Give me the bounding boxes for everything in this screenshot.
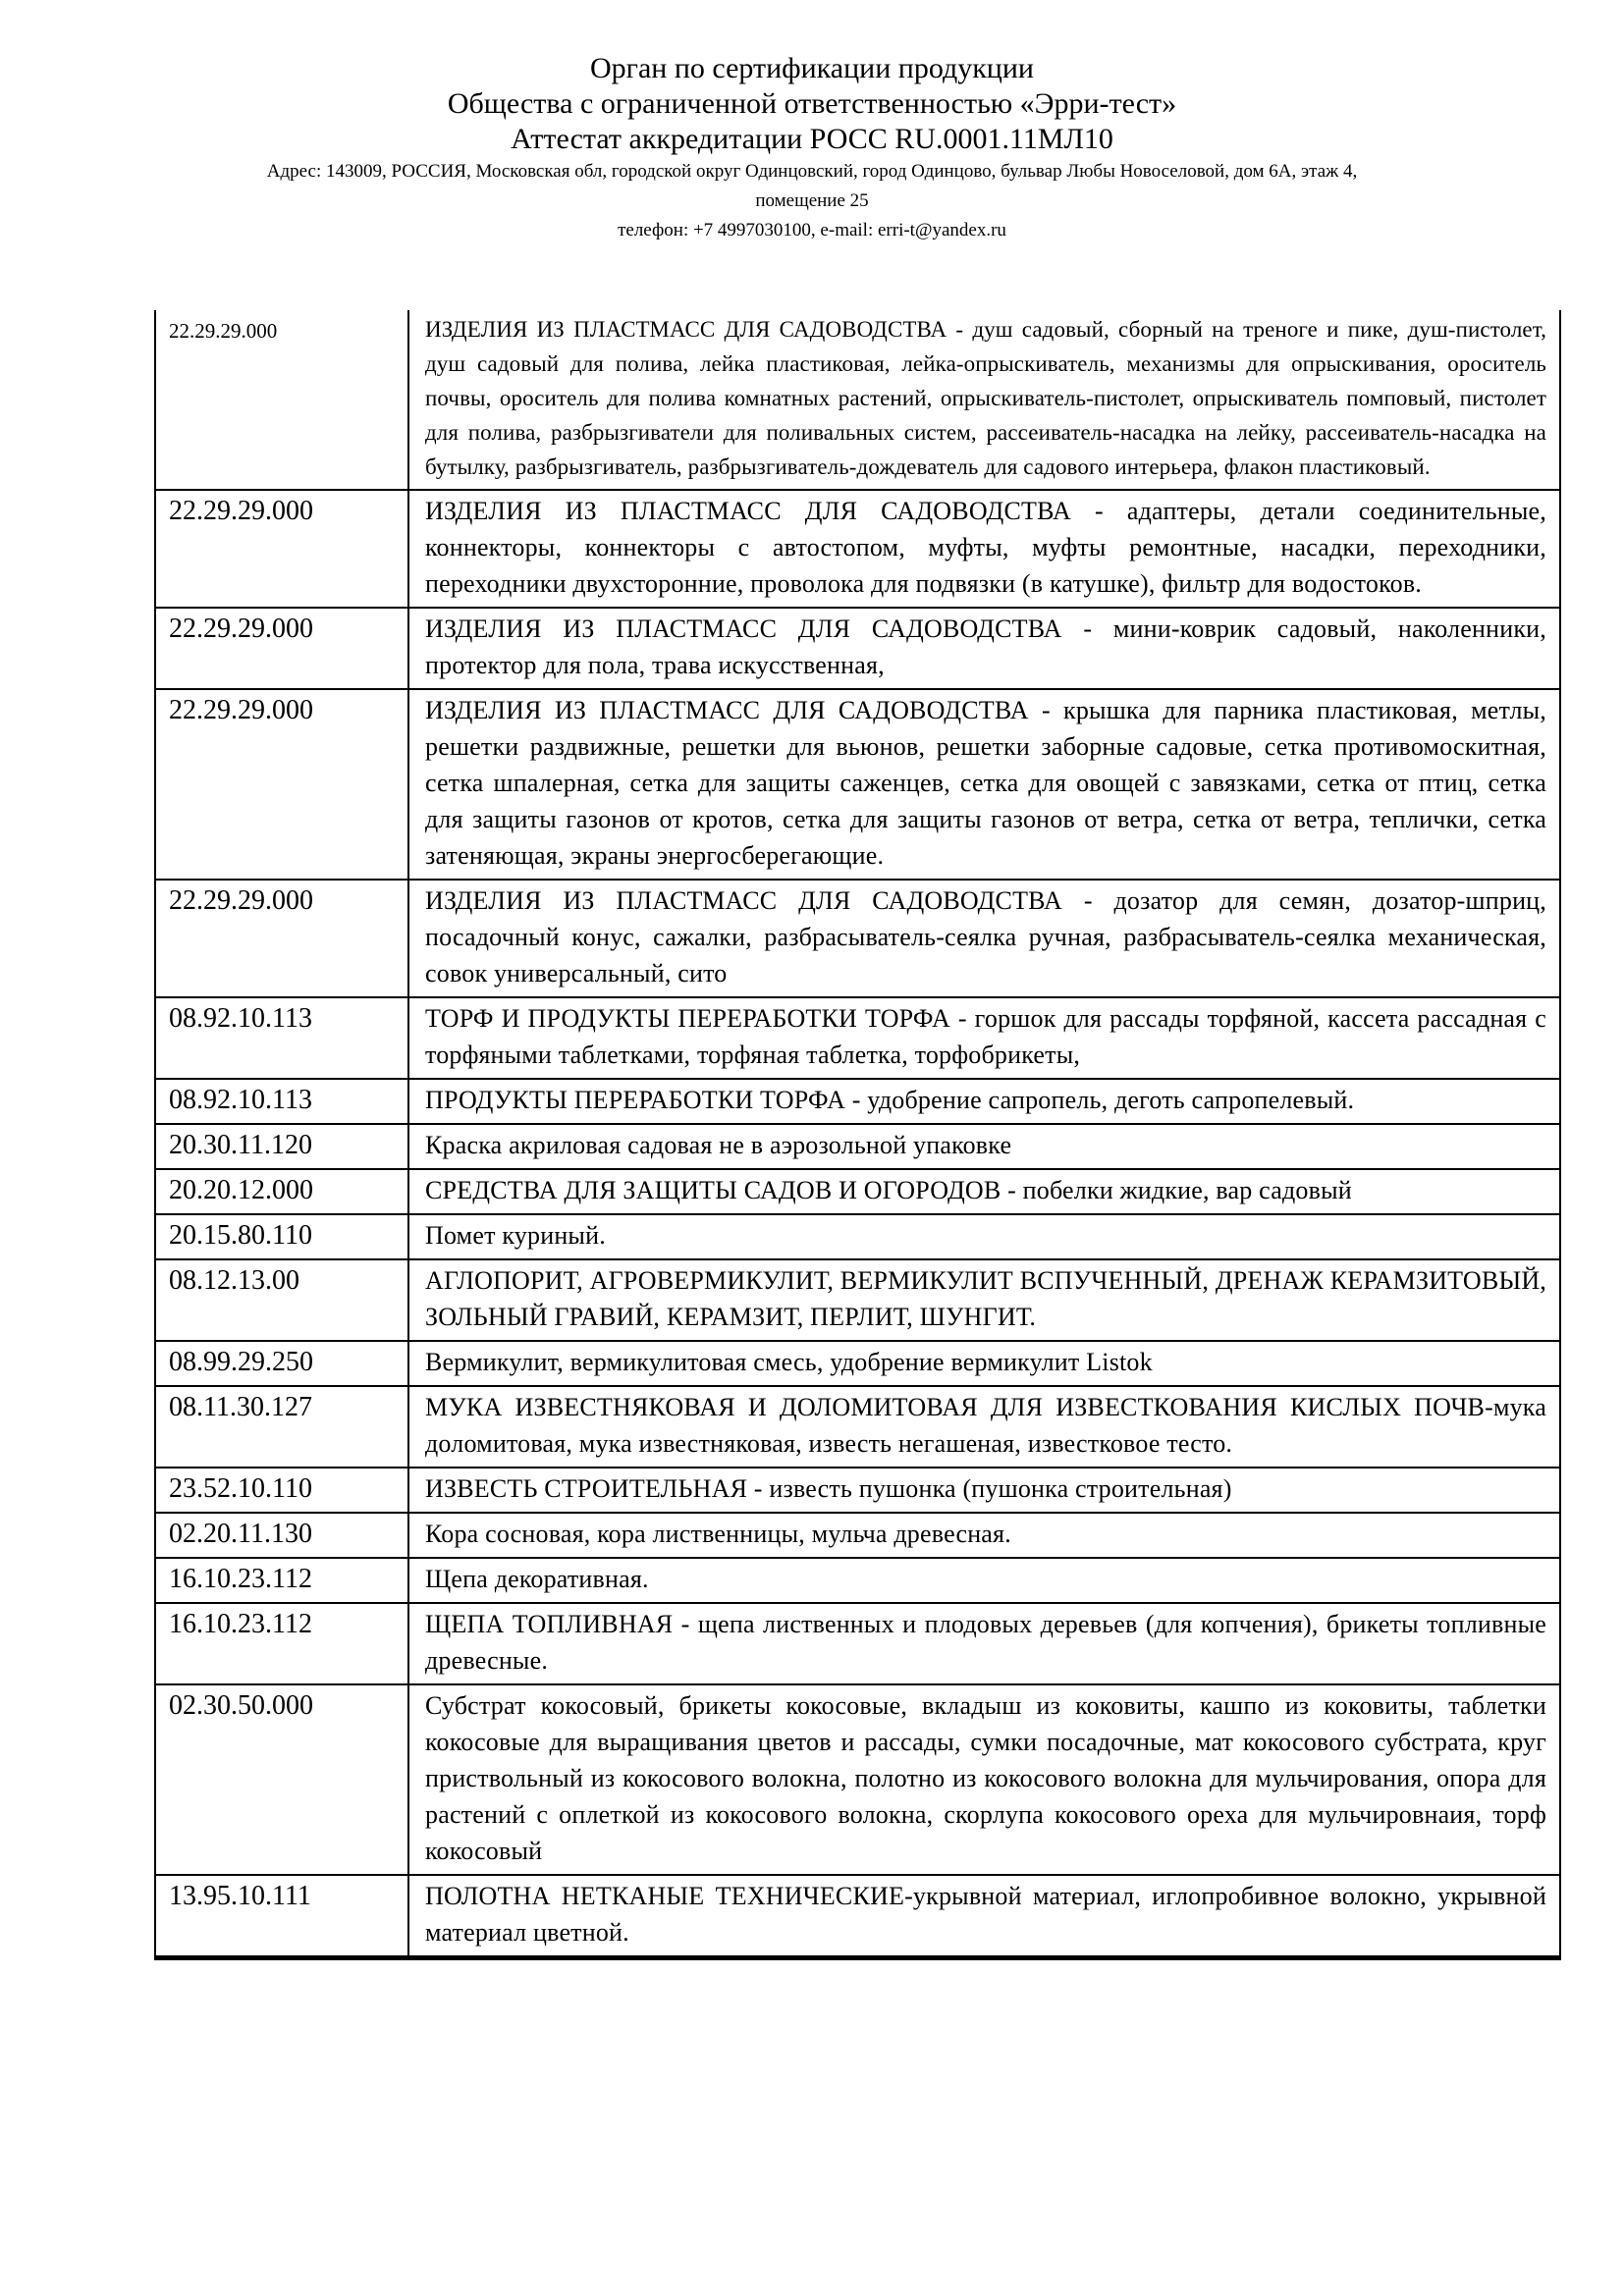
table-row [155,310,1560,490]
product-code-cell: 22.29.29.000 [155,880,408,997]
table-row [155,1558,1560,1603]
product-code-cell: 22.29.29.000 [155,689,408,880]
product-code-cell: 13.95.10.111 [155,1875,408,1958]
header-address-line2: помещение 25 [755,190,869,211]
product-description-cell: ТОРФ И ПРОДУКТЫ ПЕРЕРАБОТКИ ТОРФА - горшок для рассады торфяной, кассета рассадная с торфяными таблетками, торфяная таблетка, торфобрикеты, [408,997,1560,1079]
product-code-cell: 08.12.13.00 [155,1259,408,1341]
product-code-cell: 22.29.29.000 [155,490,408,608]
product-code-cell: 08.99.29.250 [155,1341,408,1386]
product-description-cell: Вермикулит, вермикулитовая смесь, удобрение вермикулит Listok [408,1341,1560,1386]
product-code-cell: 16.10.23.112 [155,1603,408,1684]
table-row [155,1468,1560,1513]
table-row [155,1684,1560,1875]
products-table-body [155,310,1560,1958]
products-table [154,310,1561,1960]
document-header [0,0,1624,245]
product-code-cell: 20.30.11.120 [155,1124,408,1169]
header-contacts: телефон: +7 4997030100, e-mail: erri-t@yandex.ru [618,220,1006,240]
header-accreditation: Аттестат аккредитации РОСС RU.0001.11МЛ10 [511,123,1113,155]
product-code-cell: 22.29.29.000 [155,310,408,490]
table-row [155,1124,1560,1169]
product-code-cell: 16.10.23.112 [155,1558,408,1603]
header-address-line1: Адрес: 143009, РОССИЯ, Московская обл, городской округ Одинцовский, город Одинцово, бульвар Любы Новоселовой, дом 6А, этаж 4, [266,161,1358,182]
product-description-cell: Краска акриловая садовая не в аэрозольной упаковке [408,1124,1560,1169]
product-description-cell: АГЛОПОРИТ, АГРОВЕРМИКУЛИТ, ВЕРМИКУЛИТ ВСПУЧЕННЫЙ, ДРЕНАЖ КЕРАМЗИТОВЫЙ, ЗОЛЬНЫЙ ГРАВИЙ, КЕРАМЗИТ, ПЕРЛИТ, ШУНГИТ. [408,1259,1560,1341]
table-row [155,608,1560,689]
product-description-cell: ИЗВЕСТЬ СТРОИТЕЛЬНАЯ - известь пушонка (пушонка строительная) [408,1468,1560,1513]
table-row [155,689,1560,880]
product-description-cell: ИЗДЕЛИЯ ИЗ ПЛАСТМАСС ДЛЯ САДОВОДСТВА - мини-коврик садовый, наколенники, протектор для пола, трава искусственная, [408,608,1560,689]
table-row [155,1259,1560,1341]
product-description-cell: ИЗДЕЛИЯ ИЗ ПЛАСТМАСС ДЛЯ САДОВОДСТВА - крышка для парника пластиковая, метлы, решетки раздвижные, решетки для вьюнов, решетки заборные садовые, сетка противомоскитная, сетка шпалерная, сетка для защиты саженцев, сетка для овощей с завязками, сетка от птиц, сетка для защиты газонов от кротов, сетка для защиты газонов от ветра, сетка от ветра, теплички, сетка затеняющая, экраны энергосберегающие. [408,689,1560,880]
product-description-cell: Субстрат кокосовый, брикеты кокосовые, вкладыш из коковиты, кашпо из коковиты, таблетки кокосовые для выращивания цветов и рассады, сумки посадочные, мат кокосового субстрата, круг приствольный из кокосового волокна, полотно из кокосового волокна для мульчирования, опора для растений с оплеткой из кокосового волокна, скорлупа кокосового ореха для мульчировнаия, торф кокосовый [408,1684,1560,1875]
product-description-cell: ПОЛОТНА НЕТКАНЫЕ ТЕХНИЧЕСКИЕ-укрывной материал, иглопробивное волокно, укрывной материал цветной. [408,1875,1560,1958]
product-description-cell: ИЗДЕЛИЯ ИЗ ПЛАСТМАСС ДЛЯ САДОВОДСТВА - адаптеры, детали соединительные, коннекторы, коннекторы с автостопом, муфты, муфты ремонтные, насадки, переходники, переходники двухсторонние, проволока для подвязки (в катушке), фильтр для водостоков. [408,490,1560,608]
product-code-cell: 02.20.11.130 [155,1513,408,1558]
product-code-cell: 20.15.80.110 [155,1214,408,1259]
product-code-cell: 08.11.30.127 [155,1386,408,1468]
table-row [155,1169,1560,1214]
product-code-cell: 08.92.10.113 [155,1079,408,1124]
product-description-cell: ИЗДЕЛИЯ ИЗ ПЛАСТМАСС ДЛЯ САДОВОДСТВА - дозатор для семян, дозатор-шприц, посадочный конус, сажалки, разбрасыватель-сеялка ручная, разбрасыватель-сеялка механическая, совок универсальный, сито [408,880,1560,997]
product-description-cell: МУКА ИЗВЕСТНЯКОВАЯ И ДОЛОМИТОВАЯ ДЛЯ ИЗВЕСТКОВАНИЯ КИСЛЫХ ПОЧВ-мука доломитовая, мука известняковая, известь негашеная, известковое тесто. [408,1386,1560,1468]
product-description-cell: Кора сосновая, кора лиственницы, мульча древесная. [408,1513,1560,1558]
product-description-cell: Щепа декоративная. [408,1558,1560,1603]
product-description-cell: ИЗДЕЛИЯ ИЗ ПЛАСТМАСС ДЛЯ САДОВОДСТВА - душ садовый, сборный на треноге и пике, душ-пистолет, душ садовый для полива, лейка пластиковая, лейка-опрыскиватель, механизмы для опрыскивания, ороситель почвы, ороситель для полива комнатных растений, опрыскиватель-пистолет, опрыскиватель помповый, пистолет для полива, разбрызгиватели для поливальных систем, рассеиватель-насадка на лейку, рассеиватель-насадка на бутылку, разбрызгиватель, разбрызгиватель-дождеватель для садового интерьера, флакон пластиковый. [408,310,1560,490]
table-row [155,997,1560,1079]
product-code-cell: 23.52.10.110 [155,1468,408,1513]
table-row [155,1386,1560,1468]
table-row [155,880,1560,997]
product-code-cell: 22.29.29.000 [155,608,408,689]
table-row [155,1875,1560,1958]
product-code-cell: 20.20.12.000 [155,1169,408,1214]
table-row [155,1214,1560,1259]
header-company-name: Общества с ограниченной ответственностью «Эрри-тест» [447,87,1177,120]
table-row [155,1079,1560,1124]
table-row [155,1513,1560,1558]
product-code-cell: 02.30.50.000 [155,1684,408,1875]
header-org-title: Орган по сертификации продукции [590,52,1034,84]
table-row [155,1341,1560,1386]
product-description-cell: Помет куриный. [408,1214,1560,1259]
table-row [155,1603,1560,1684]
product-description-cell: ПРОДУКТЫ ПЕРЕРАБОТКИ ТОРФА - удобрение сапропель, деготь сапропелевый. [408,1079,1560,1124]
product-description-cell: ЩЕПА ТОПЛИВНАЯ - щепа лиственных и плодовых деревьев (для копчения), брикеты топливные древесные. [408,1603,1560,1684]
product-description-cell: СРЕДСТВА ДЛЯ ЗАЩИТЫ САДОВ И ОГОРОДОВ - побелки жидкие, вар садовый [408,1169,1560,1214]
product-code-cell: 08.92.10.113 [155,997,408,1079]
table-row [155,490,1560,608]
